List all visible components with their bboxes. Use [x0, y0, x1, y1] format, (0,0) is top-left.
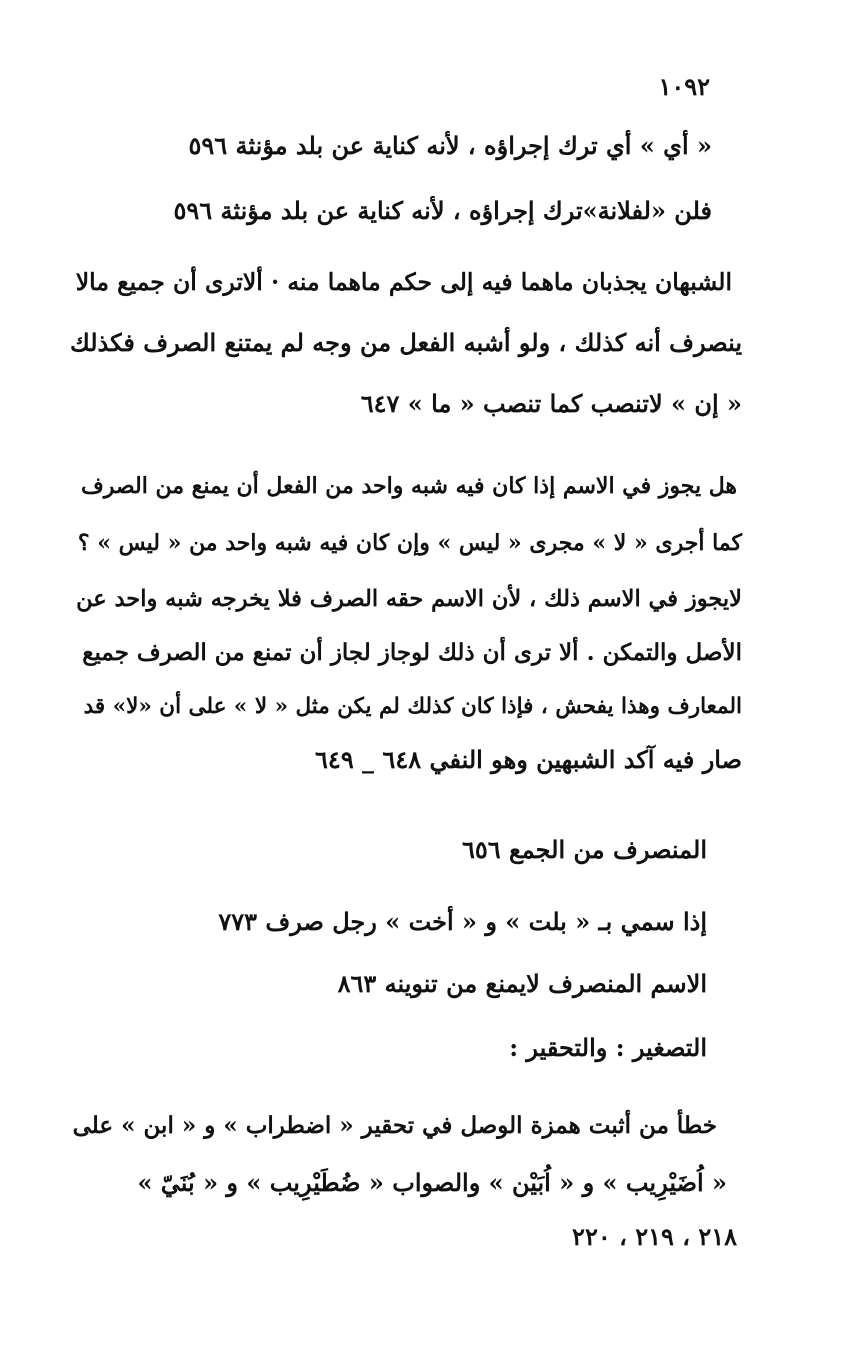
- text-line: « اُضَيْرِيب » و « اُبَيْن » والصواب « ضُطَيْرِيب » و « بُنَيّ »: [137, 1168, 727, 1197]
- text-line: « أي » أي ترك إجراؤه ، لأنه كناية عن بلد مؤنثة ٥٩٦: [188, 131, 712, 160]
- text-line: ينصرف أنه كذلك ، ولو أشبه الفعل من وجه لم يمتنع الصرف فكذلك: [70, 328, 742, 357]
- text-line: الشبهان يجذبان ماهما فيه إلى حكم ماهما منه · ألاترى أن جميع مالا: [75, 268, 732, 296]
- text-line: لايجوز في الاسم ذلك ، لأن الاسم حقه الصرف فلا يخرجه شبه واحد عن: [76, 586, 742, 612]
- text-line: هل يجوز في الاسم إذا كان فيه شبه واحد من الفعل أن يمنع من الصرف: [80, 473, 737, 499]
- text-line: الاسم المنصرف لايمنع من تنوينه ٨٦٣: [337, 969, 707, 998]
- text-line: التصغير : والتحقير :: [509, 1033, 707, 1062]
- text-line: المعارف وهذا يفحش ، فإذا كان كذلك لم يكن مثل « لا » على أن «لا» قد: [83, 694, 742, 719]
- text-line: خطأ من أثبت همزة الوصل في تحقير « اضطراب » و « ابن » على: [72, 1112, 717, 1139]
- text-line: إذا سمي بـ « بلت » و « أخت » رجل صرف ٧٧٣: [218, 907, 707, 936]
- text-line: كما أجرى « لا » مجرى « ليس » وإن كان فيه شبه واحد من « ليس » ؟: [77, 530, 742, 556]
- text-line: الأصل والتمكن . ألا ترى أن ذلك لوجاز لجاز أن تمنع من الصرف جميع: [82, 639, 742, 666]
- text-line: « إن » لاتنصب كما تنصب « ما » ٦٤٧: [360, 389, 742, 418]
- text-line: صار فيه آكد الشبهين وهو النفي ٦٤٨ _ ٦٤٩: [315, 745, 742, 774]
- text-line: فلن «لفلانة»ترك إجراؤه ، لأنه كناية عن بلد مؤنثة ٥٩٦: [173, 196, 712, 225]
- text-line: المنصرف من الجمع ٦٥٦: [461, 835, 707, 864]
- text-line: ٢١٨ ، ٢١٩ ، ٢٢٠: [572, 1222, 737, 1251]
- page-number: ١٠٩٢: [658, 72, 710, 101]
